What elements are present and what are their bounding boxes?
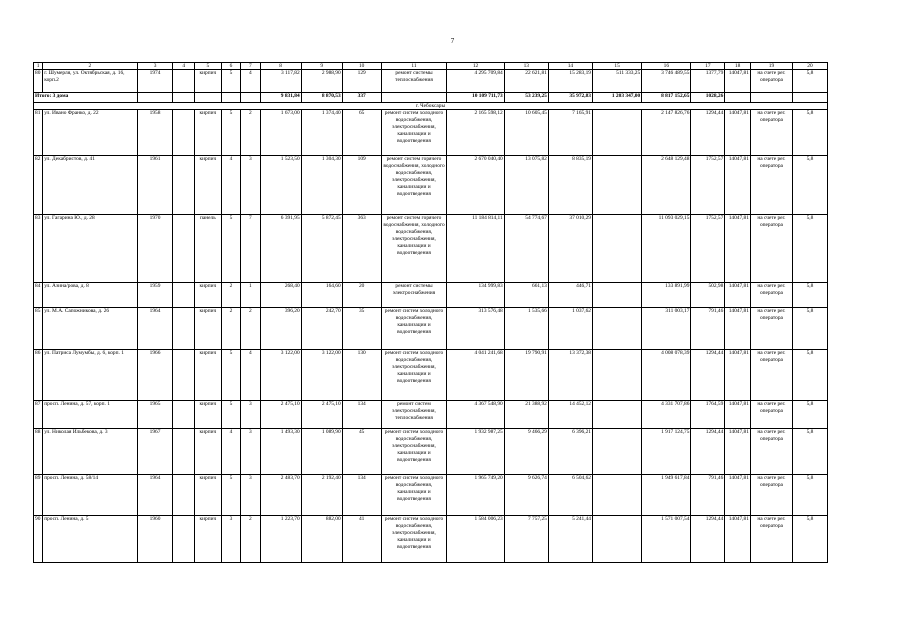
table-cell: ул. Ивано Франко, д. 22 [43,110,137,156]
column-number-cell: 12 [447,63,504,70]
table-cell: 446,71 [548,283,592,308]
table-cell: на счете рег. оператора [750,475,792,516]
table-cell: 80 [34,70,43,93]
table-cell: кирпич [195,401,222,429]
table-cell: на счете рег. оператора [750,516,792,563]
total-cell: 8 817 152,65 [642,93,691,103]
table-cell: 129 [342,70,381,93]
total-cell: 337 [342,93,381,103]
table-cell: 15 283,19 [548,70,592,93]
table-cell: 4 [221,156,240,215]
table-cell [173,475,195,516]
table-cell: 14047,81 [725,156,751,215]
table-cell: 9 466,29 [504,429,548,475]
table-cell: 1 493,30 [260,429,301,475]
table-cell: 268,40 [260,283,301,308]
table-row [34,401,828,429]
table-cell: кирпич [195,156,222,215]
total-cell: 1 203 347,00 [592,93,641,103]
table-cell: на счете рег. оператора [750,156,792,215]
column-number-cell: 10 [342,63,381,70]
table-cell: 37 010,29 [548,215,592,283]
table-cell: кирпич [195,308,222,350]
table-cell: 1752,57 [691,156,725,215]
table-cell [592,401,641,429]
table-cell [173,350,195,401]
table-cell: 2 670 040,40 [447,156,504,215]
column-number-cell: 17 [691,63,725,70]
table-cell: 14047,81 [725,475,751,516]
column-number-cell: 6 [221,63,240,70]
table-cell: кирпич [195,350,222,401]
table-cell: кирпич [195,110,222,156]
table-cell: 313 576,48 [447,308,504,350]
table-cell: 4 367 548,90 [447,401,504,429]
column-number-cell: 13 [504,63,548,70]
table-cell: 2 165 598,12 [447,110,504,156]
table-cell: 14047,81 [725,110,751,156]
table-cell: 11 184 814,11 [447,215,504,283]
table-cell: 4 008 078,39 [642,350,691,401]
column-number-row [34,63,828,70]
table-cell: 1 917 124,75 [642,429,691,475]
table-cell: 3 117,82 [260,70,301,93]
table-cell: на счете рег. оператора [750,110,792,156]
table-cell: 1964 [137,308,173,350]
total-cell [173,93,195,103]
table-cell: 2 192,40 [301,475,342,516]
table-cell: ул. Гагарина Ю., д. 28 [43,215,137,283]
table-cell: 1 374,40 [301,110,342,156]
table-cell: 791,46 [691,308,725,350]
table-cell: 14047,81 [725,350,751,401]
table-cell: 2 648 129,48 [642,156,691,215]
table-cell: просп. Ленина, д. 5 [43,516,137,563]
table-cell: ул. Азина/рова, д. 8 [43,283,137,308]
table-cell: 1967 [137,429,173,475]
table-cell: кирпич [195,429,222,475]
table-cell: 45 [342,429,381,475]
table-cell: 5,8 [792,70,827,93]
table-cell: 6 396,21 [548,429,592,475]
table-cell: ремонт систем холодного водоснабжения, канализации и водоотведения [381,475,447,516]
table-cell: 1 [241,283,260,308]
table-cell: 87 [34,401,43,429]
table-cell: 882,00 [301,516,342,563]
table-cell: 89 [34,475,43,516]
table-cell: 41 [342,516,381,563]
table-cell [592,350,641,401]
table-cell: 4 [221,429,240,475]
table-cell: 88 [34,429,43,475]
table-cell: 134 [342,475,381,516]
table-cell: 4 331 707,86 [642,401,691,429]
table-cell [173,70,195,93]
table-cell: 1964 [137,475,173,516]
table-cell: 90 [34,516,43,563]
table-cell: 3 [241,156,260,215]
table-cell: 5,8 [792,475,827,516]
total-cell [195,93,222,103]
table-cell: на счете рег. оператора [750,350,792,401]
table-cell: на счете рег. оператора [750,283,792,308]
table-cell: 1 965 749,20 [447,475,504,516]
table-cell: 5 [221,401,240,429]
table-cell: 133 891,99 [642,283,691,308]
column-number-cell: 19 [750,63,792,70]
column-number-cell: 15 [592,63,641,70]
table-cell: 6 504,62 [548,475,592,516]
table-cell: 35 [342,308,381,350]
table-cell: на счете рег. оператора [750,70,792,93]
table-cell: ул. Патриса Лумумбы, д. 6, корп. 1 [43,350,137,401]
table-cell: на счете рег. оператора [750,401,792,429]
table-cell [173,516,195,563]
column-number-cell: 3 [137,63,173,70]
table-row [34,308,828,350]
table-cell: 1 037,62 [548,308,592,350]
table-cell [173,110,195,156]
table-cell: 5,8 [792,429,827,475]
total-cell [725,93,751,103]
table-cell: 14047,81 [725,215,751,283]
table-cell: 86 [34,350,43,401]
table-cell: 2 483,70 [260,475,301,516]
table-cell: кирпич [195,283,222,308]
table-cell: ремонт систем холодного водоснабжения, канализации и водоотведения [381,308,447,350]
table-cell: 363 [342,215,381,283]
table-cell: 5 [221,350,240,401]
table-cell: г. Шумерля, ул. Октябрьская, д. 16, корп.2 [43,70,137,93]
table-cell: 3 746 489,55 [642,70,691,93]
table-cell: кирпич [195,516,222,563]
table-row [34,429,828,475]
table-cell: ремонт систем холодного водоснабжения, электроснабжения, канализации и водоотведения [381,110,447,156]
table-cell: 5,8 [792,215,827,283]
table-cell: 4 [241,350,260,401]
table-cell: 19 790,91 [504,350,548,401]
table-cell: 134 [342,401,381,429]
table-cell: 5,8 [792,283,827,308]
table-cell: 22 621,81 [504,70,548,93]
table-cell: 5,8 [792,516,827,563]
total-cell: Итого: 3 дома [34,93,138,103]
table-cell: 1 932 987,25 [447,429,504,475]
table-cell: 6 391,95 [260,215,301,283]
table-cell: 54 774,67 [504,215,548,283]
table-cell: 5,8 [792,110,827,156]
table-row [34,70,828,93]
table-cell: 83 [34,215,43,283]
table-cell: 1764,59 [691,401,725,429]
table-cell: 1294,44 [691,429,725,475]
table-cell: 1 535,66 [504,308,548,350]
total-cell: 8 870,53 [301,93,342,103]
total-cell [221,93,240,103]
table-cell: 5,8 [792,156,827,215]
table-cell: ремонт системы электроснабжения [381,283,447,308]
total-cell: 53 239,25 [504,93,548,103]
table-row [34,156,828,215]
table-cell: ул. Николая Ильбекова, д. 3 [43,429,137,475]
total-cell: 1028,26 [691,93,725,103]
table-cell: 1970 [137,215,173,283]
table-cell: 3 [241,401,260,429]
total-cell [381,93,447,103]
table-cell [173,429,195,475]
table-cell: 511 333,25 [592,70,641,93]
table-row [34,110,828,156]
table-cell: 2 147 826,76 [642,110,691,156]
table-cell: 14047,81 [725,70,751,93]
table-cell: кирпич [195,475,222,516]
table-cell: 3 [221,516,240,563]
table-cell: ул. М.А. Сапожникова, д. 26 [43,308,137,350]
table-cell: 5 [221,70,240,93]
table-cell: 311 003,17 [642,308,691,350]
table-cell: 14047,81 [725,429,751,475]
table-cell: ремонт систем горячего водоснабжения, холодного водоснабжения, электроснабжения, канализации и водоотведения [381,215,447,283]
table-cell: на счете рег. оператора [750,308,792,350]
table-cell [173,156,195,215]
table-cell: 502,98 [691,283,725,308]
table-cell: 1959 [137,283,173,308]
table-cell: 1974 [137,70,173,93]
column-number-cell: 16 [642,63,691,70]
total-cell [792,93,827,103]
table-cell: 20 [342,283,381,308]
table-row [34,215,828,283]
table-cell: 14047,81 [725,401,751,429]
table-cell: 5 872,45 [301,215,342,283]
table-cell: ремонт систем горячего водоснабжения, холодного водоснабжения, электроснабжения, канализации и водоотведения [381,156,447,215]
city-heading-row [34,103,828,110]
total-cell [750,93,792,103]
table-cell: 7 757,25 [504,516,548,563]
table-cell [173,283,195,308]
table-cell: 130 [342,350,381,401]
table-cell: 21 388,92 [504,401,548,429]
table-cell: 1294,44 [691,516,725,563]
table-cell: 1958 [137,110,173,156]
table-cell: 2 [241,110,260,156]
table-cell: 1752,57 [691,215,725,283]
table-cell [592,308,641,350]
total-cell: 9 831,84 [260,93,301,103]
table-cell: 11 093 029,15 [642,215,691,283]
table-cell: 3 [241,429,260,475]
table-cell: 82 [34,156,43,215]
table-row [34,283,828,308]
table-cell: 13 372,38 [548,350,592,401]
table-cell: 3 122,00 [301,350,342,401]
table-cell: 14047,81 [725,308,751,350]
table-cell: 1 523,50 [260,156,301,215]
total-cell [241,93,260,103]
table-cell: ремонт систем холодного водоснабжения, электроснабжения, канализации и водоотведения [381,516,447,563]
column-number-cell: 4 [173,63,195,70]
table-cell: 5,8 [792,350,827,401]
table-cell: 4 [241,70,260,93]
table-cell: 396,20 [260,308,301,350]
table-cell: 1960 [137,516,173,563]
table-cell: 1 949 617,84 [642,475,691,516]
table-cell: ремонт систем холодного водоснабжения, электроснабжения, канализации и водоотведения [381,350,447,401]
table-cell: ремонт системы теплоснабжения [381,70,447,93]
table-cell [592,156,641,215]
table-cell: 85 [34,308,43,350]
column-number-cell: 14 [548,63,592,70]
total-cell [137,93,173,103]
column-number-cell: 8 [260,63,301,70]
table-cell: 4 041 241,68 [447,350,504,401]
table-cell: 1294,44 [691,350,725,401]
table-row [34,475,828,516]
table-cell: 791,46 [691,475,725,516]
table-cell: 7 165,91 [548,110,592,156]
table-cell: 8 835,19 [548,156,592,215]
column-number-cell: 2 [43,63,137,70]
table-cell: 14047,81 [725,516,751,563]
table-cell: 5,8 [792,308,827,350]
table-cell [173,215,195,283]
table-cell: 1 584 006,23 [447,516,504,563]
table-cell: 5 241,44 [548,516,592,563]
table-cell: 1961 [137,156,173,215]
table-cell: 2 [241,308,260,350]
table-cell: 1 304,30 [301,156,342,215]
table-cell [592,283,641,308]
table-cell: 2 475,10 [301,401,342,429]
table-cell: на счете рег. оператора [750,215,792,283]
table-cell: 1377,79 [691,70,725,93]
housing-repair-table [33,62,828,563]
table-cell: 1965 [137,401,173,429]
table-cell [592,429,641,475]
table-cell: 2 475,10 [260,401,301,429]
table-cell: 242,70 [301,308,342,350]
column-number-cell: 5 [195,63,222,70]
table-cell: 84 [34,283,43,308]
total-row [34,93,828,103]
table-cell: 3 [241,475,260,516]
table-cell: ул. Декабристов, д. 41 [43,156,137,215]
table-cell: 65 [342,110,381,156]
column-number-cell: 1 [34,63,43,70]
table-cell: ремонт систем холодного водоснабжения, электроснабжения, канализации и водоотведения [381,429,447,475]
table-cell: 5,8 [792,401,827,429]
city-heading: г. Чебоксары [34,103,828,110]
table-cell: 14 452,12 [548,401,592,429]
table-cell [173,308,195,350]
table-cell [592,475,641,516]
table-cell [592,215,641,283]
table-cell: 1966 [137,350,173,401]
table-cell: 1 089,90 [301,429,342,475]
table-row [34,350,828,401]
table-cell: 1 571 007,54 [642,516,691,563]
column-number-cell: 18 [725,63,751,70]
table-cell: 1 673,00 [260,110,301,156]
table-cell: 13 075,82 [504,156,548,215]
table-cell [592,516,641,563]
table-cell [173,401,195,429]
table-cell: 7 [241,215,260,283]
table-cell: 5 [221,475,240,516]
table-cell: 2 [221,283,240,308]
column-number-cell: 7 [241,63,260,70]
table-cell: 2 [241,516,260,563]
table-cell: 5 [221,215,240,283]
total-cell: 10 109 711,73 [447,93,504,103]
table-cell: 134 999,83 [447,283,504,308]
column-number-cell: 9 [301,63,342,70]
table-cell: 9 626,74 [504,475,548,516]
table-cell [592,110,641,156]
table-row [34,516,828,563]
table-cell: 2 988,90 [301,70,342,93]
table-cell: 661,13 [504,283,548,308]
table-cell: 1294,44 [691,110,725,156]
table-cell: просп. Ленина, д. 58/14 [43,475,137,516]
table-cell: 109 [342,156,381,215]
table-cell: просп. Ленина, д. 57, корп. 1 [43,401,137,429]
table-cell: 2 [221,308,240,350]
column-number-cell: 20 [792,63,827,70]
table-cell: 14047,81 [725,283,751,308]
table-cell: ремонт систем электроснабжения, теплоснабжения [381,401,447,429]
table-cell: 4 295 709,84 [447,70,504,93]
table-cell: на счете рег. оператора [750,429,792,475]
table-cell: панель [195,215,222,283]
table-cell: 5 [221,110,240,156]
column-number-cell: 11 [381,63,447,70]
table-cell: 164,60 [301,283,342,308]
total-cell: 35 972,83 [548,93,592,103]
table-cell: 81 [34,110,43,156]
table-cell: 3 122,00 [260,350,301,401]
table-cell: кирпич [195,70,222,93]
table-cell: 10 605,45 [504,110,548,156]
table-cell: 1 223,70 [260,516,301,563]
page-number: 7 [450,37,455,45]
